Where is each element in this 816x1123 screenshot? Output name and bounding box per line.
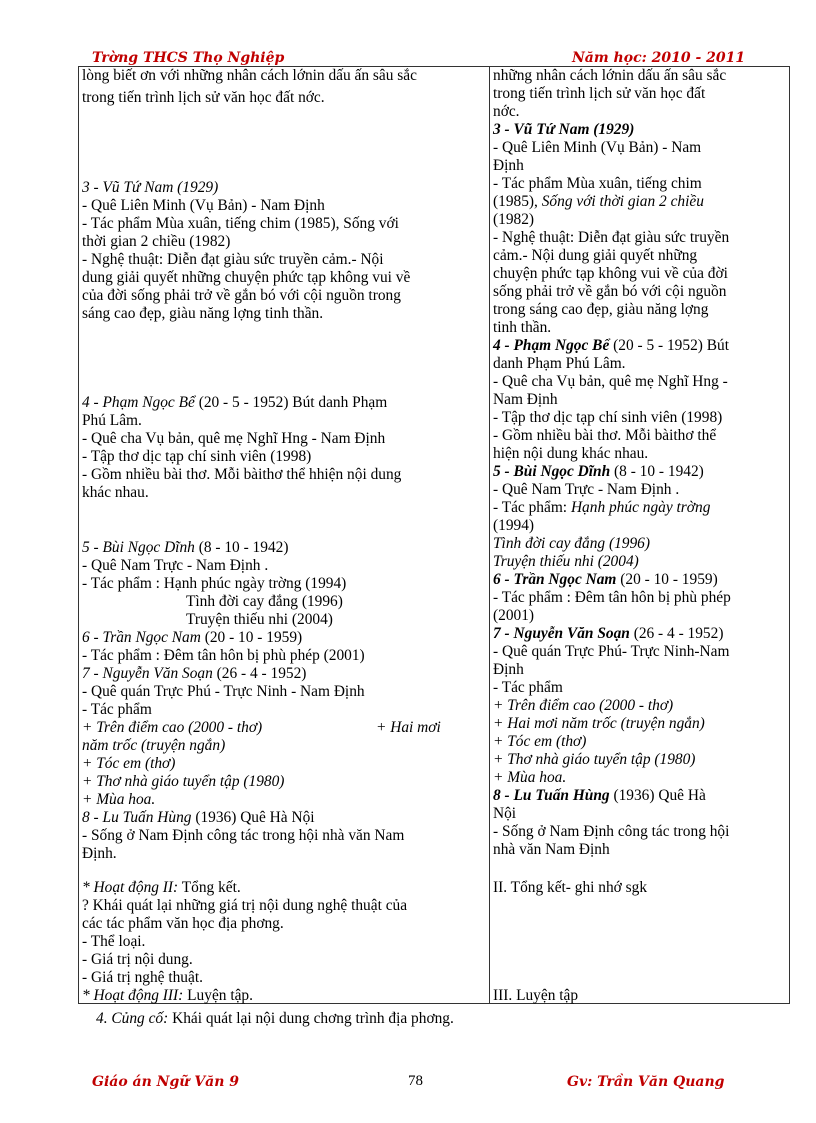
right-intro-line: trong tiến trình lịch sử văn học đất (493, 85, 706, 102)
left-activity-3-title: Luyện tập. (183, 987, 253, 1004)
right-author-8-line: Nội (493, 805, 517, 822)
right-author-3-line: Định (493, 157, 524, 174)
left-author-5-line: Truyện thiếu nhi (2004) (186, 611, 333, 628)
right-author-5-name: 5 - Bùi Ngọc Dĩnh (493, 463, 611, 480)
right-author-3-line: (1982) (493, 211, 535, 228)
left-author-3-line: của đời sống phải trở về gắn bó với cội nguồn trong (82, 287, 401, 304)
right-author-6-name: 6 - Trần Ngọc Nam (493, 571, 617, 588)
right-author-7-work: + Thơ nhà giáo tuyển tập (1980) (493, 751, 696, 768)
left-activity-2-line: - Giá trị nghệ thuật. (82, 969, 203, 986)
left-author-7-work: + Hai mơi (376, 719, 441, 736)
left-intro-line-1: lòng biết ơn với những nhân cách lớnin dấu ấn sâu sắc (82, 67, 417, 84)
left-author-7-work: + Thơ nhà giáo tuyển tập (1980) (82, 773, 285, 790)
left-author-4-name: 4 - Phạm Ngọc Bể (82, 394, 195, 411)
right-author-3-line: cảm.- Nội dung giải quyết những (493, 247, 698, 264)
right-author-4-heading (493, 337, 729, 355)
right-author-6-line: (2001) (493, 607, 535, 624)
right-author-8-name: 8 - Lu Tuấn Hùng (493, 787, 610, 804)
right-author-7-line: - Quê quán Trực Phú- Trực Ninh-Nam (493, 643, 730, 660)
right-intro-line: những nhân cách lớnin dấu ấn sâu sắc (493, 67, 727, 84)
left-author-4-line: - Quê cha Vụ bản, quê mẹ Nghĩ Hng - Nam Định (82, 430, 386, 447)
left-author-5-line: - Quê Nam Trực - Nam Định . (82, 557, 269, 574)
left-author-8-line: - Sống ở Nam Định công tác trong hội nhà văn Nam (82, 827, 405, 844)
left-activity-2-heading (82, 879, 241, 897)
right-author-7-work: + Hai mơi năm trốc (truyện ngắn) (493, 715, 705, 732)
left-author-8-line: Định. (82, 845, 117, 862)
left-author-7-work: + Tóc em (thơ) (82, 755, 176, 772)
left-author-4-line: khác nhau. (82, 484, 149, 501)
left-author-3-line: sáng cao đẹp, giàu năng lợng tinh thần. (82, 305, 324, 322)
left-author-8-info: (1936) Quê Hà Nội (191, 809, 315, 826)
left-author-6-info: (20 - 10 - 1959) (200, 629, 303, 646)
left-author-3-line: thời gian 2 chiều (1982) (82, 233, 231, 250)
right-author-3-heading: 3 - Vũ Tứ Nam (1929) (493, 121, 635, 138)
right-author-6-heading (493, 571, 718, 589)
left-author-7-name: 7 - Nguyễn Văn Soạn (82, 665, 213, 682)
right-intro-line: nớc. (493, 103, 520, 120)
left-author-6-name: 6 - Trần Ngọc Nam (82, 629, 201, 646)
right-author-3-line (493, 193, 704, 211)
right-author-8-heading (493, 787, 706, 805)
left-author-7-line: - Tác phẩm (82, 701, 152, 718)
left-author-7-heading (82, 665, 306, 683)
left-activity-3-heading (82, 987, 253, 1005)
left-author-3-line: - Quê Liên Minh (Vụ Bản) - Nam Định (82, 197, 325, 214)
right-author-3-line: - Nghệ thuật: Diễn đạt giàu sức truyền (493, 229, 730, 246)
left-author-3-heading: 3 - Vũ Tứ Nam (1929) (82, 179, 219, 196)
right-author-5-work: Tình đời cay đắng (1996) (493, 535, 650, 552)
left-activity-2-line: - Thể loại. (82, 933, 146, 950)
right-author-5-work-title: Hạnh phúc ngày trờng (570, 499, 711, 516)
right-author-4-line: Nam Định (493, 391, 558, 408)
right-author-8-line: nhà văn Nam Định (493, 841, 610, 858)
page-number: 78 (408, 1073, 423, 1089)
left-activity-2-label: * Hoạt động II: (82, 879, 179, 896)
right-author-4-line: danh Phạm Phú Lâm. (493, 355, 626, 372)
right-author-6-info: (20 - 10 - 1959) (616, 571, 718, 588)
right-author-7-work: + Tóc em (thơ) (493, 733, 587, 750)
header-school-year: Năm học: 2010 - 2011 (572, 50, 746, 66)
right-author-5-works-label: - Tác phẩm: (493, 499, 571, 516)
right-author-4-info: (20 - 5 - 1952) Bút (609, 337, 729, 354)
right-author-3-line: - Tác phẩm Mùa xuân, tiếng chim (493, 175, 702, 192)
right-author-4-line: - Quê cha Vụ bản, quê mẹ Nghĩ Hng - (493, 373, 728, 390)
consolidation-line (96, 1010, 454, 1028)
lesson-table (78, 66, 790, 1004)
right-author-7-work: + Mùa hoa. (493, 769, 567, 786)
right-author-3-line: chuyện phức tạp không vui về của đời (493, 265, 728, 282)
right-author-5-line: (1994) (493, 517, 535, 534)
left-author-7-work: năm trốc (truyện ngắn) (82, 737, 226, 754)
footer-teacher: Gv: Trần Văn Quang (567, 1074, 725, 1090)
left-intro-line-2: trong tiến trình lịch sử văn học đất nớc. (82, 89, 325, 106)
right-author-3-line: sống phải trở về gắn bó với cội nguồn (493, 283, 727, 300)
left-author-6-heading (82, 629, 302, 647)
header-school: Trờng THCS Thọ Nghiệp (92, 50, 285, 66)
right-author-7-name: 7 - Nguyễn Văn Soạn (493, 625, 630, 642)
left-activity-3-label: * Hoạt động III: (82, 987, 184, 1004)
left-author-4-line: - Tập thơ dịc tạp chí sinh viên (1998) (82, 448, 312, 465)
right-author-4-line: - Gồm nhiều bài thơ. Mỗi bàithơ thể (493, 427, 717, 444)
left-author-7-work: + Mùa hoa. (82, 791, 156, 808)
left-author-3-line: - Nghệ thuật: Diễn đạt giàu sức truyền cảm.- Nội (82, 251, 384, 268)
right-author-4-name: 4 - Phạm Ngọc Bể (493, 337, 610, 354)
left-author-8-heading (82, 809, 315, 827)
consolidation-label: 4. Củng cố: (96, 1010, 169, 1027)
right-author-3-year: (1985), (493, 193, 542, 210)
left-author-6-line: - Tác phẩm : Đêm tân hôn bị phù phép (2001) (82, 647, 365, 664)
left-author-4-line: Phú Lâm. (82, 412, 142, 429)
left-author-7-line: - Quê quán Trực Phú - Trực Ninh - Nam Định (82, 683, 365, 700)
right-author-7-line: - Tác phẩm (493, 679, 563, 696)
right-author-3-line: - Quê Liên Minh (Vụ Bản) - Nam (493, 139, 702, 156)
left-author-3-line: dung giải quyết những chuyện phức tạp không vui về (82, 269, 411, 286)
left-author-7-work: + Trên điểm cao (2000 - thơ) (82, 719, 263, 736)
right-author-8-line: - Sống ở Nam Định công tác trong hội (493, 823, 730, 840)
left-author-5-heading (82, 539, 288, 557)
right-author-3-work-title: Sống với thời gian 2 chiều (541, 193, 704, 210)
left-author-8-name: 8 - Lu Tuấn Hùng (82, 809, 192, 826)
left-activity-2-title: Tổng kết. (178, 879, 241, 896)
left-activity-2-line: - Giá trị nội dung. (82, 951, 193, 968)
right-author-7-info: (26 - 4 - 1952) (629, 625, 724, 642)
left-author-3-line: - Tác phẩm Mùa xuân, tiếng chim (1985), Sống với (82, 215, 399, 232)
left-author-5-info: (8 - 10 - 1942) (194, 539, 289, 556)
right-author-5-line: - Quê Nam Trực - Nam Định . (493, 481, 680, 498)
right-author-6-line: - Tác phẩm : Đêm tân hôn bị phù phép (493, 589, 731, 606)
left-author-5-line: - Tác phẩm : Hạnh phúc ngày trờng (1994) (82, 575, 347, 592)
right-author-5-info: (8 - 10 - 1942) (610, 463, 704, 480)
left-author-5-line: Tình đời cay đắng (1996) (186, 593, 343, 610)
right-author-3-line: tinh thần. (493, 319, 552, 336)
right-author-3-line: trong sáng cao đẹp, giàu năng lợng (493, 301, 709, 318)
right-author-7-line: Định (493, 661, 524, 678)
consolidation-text: Khái quát lại nội dung chơng trình địa phơng. (168, 1010, 454, 1027)
right-practice-heading: III. Luyện tập (493, 987, 579, 1004)
right-author-4-line: hiện nội dung khác nhau. (493, 445, 649, 462)
left-activity-2-line: ? Khái quát lại những giá trị nội dung nghệ thuật của (82, 897, 408, 914)
right-author-7-work: + Trên điểm cao (2000 - thơ) (493, 697, 674, 714)
right-author-4-line: - Tập thơ dịc tạp chí sinh viên (1998) (493, 409, 723, 426)
left-author-4-heading (82, 394, 387, 412)
column-divider (489, 67, 490, 1003)
right-author-5-heading (493, 463, 704, 481)
right-author-8-info: (1936) Quê Hà (609, 787, 706, 804)
right-author-5-line (493, 499, 710, 517)
right-author-5-work: Truyện thiếu nhi (2004) (493, 553, 639, 570)
right-summary-heading: II. Tổng kết- ghi nhớ sgk (493, 879, 648, 896)
left-author-5-name: 5 - Bùi Ngọc Dĩnh (82, 539, 195, 556)
left-author-4-info: (20 - 5 - 1952) Bút danh Phạm (194, 394, 388, 411)
right-author-7-heading (493, 625, 723, 643)
left-author-4-line: - Gồm nhiều bài thơ. Mỗi bàithơ thể hhiện nội dung (82, 466, 402, 483)
footer-lesson-plan: Giáo án Ngữ Văn 9 (92, 1074, 240, 1090)
left-activity-2-line: các tác phẩm văn học địa phơng. (82, 915, 284, 932)
left-author-7-info: (26 - 4 - 1952) (212, 665, 307, 682)
